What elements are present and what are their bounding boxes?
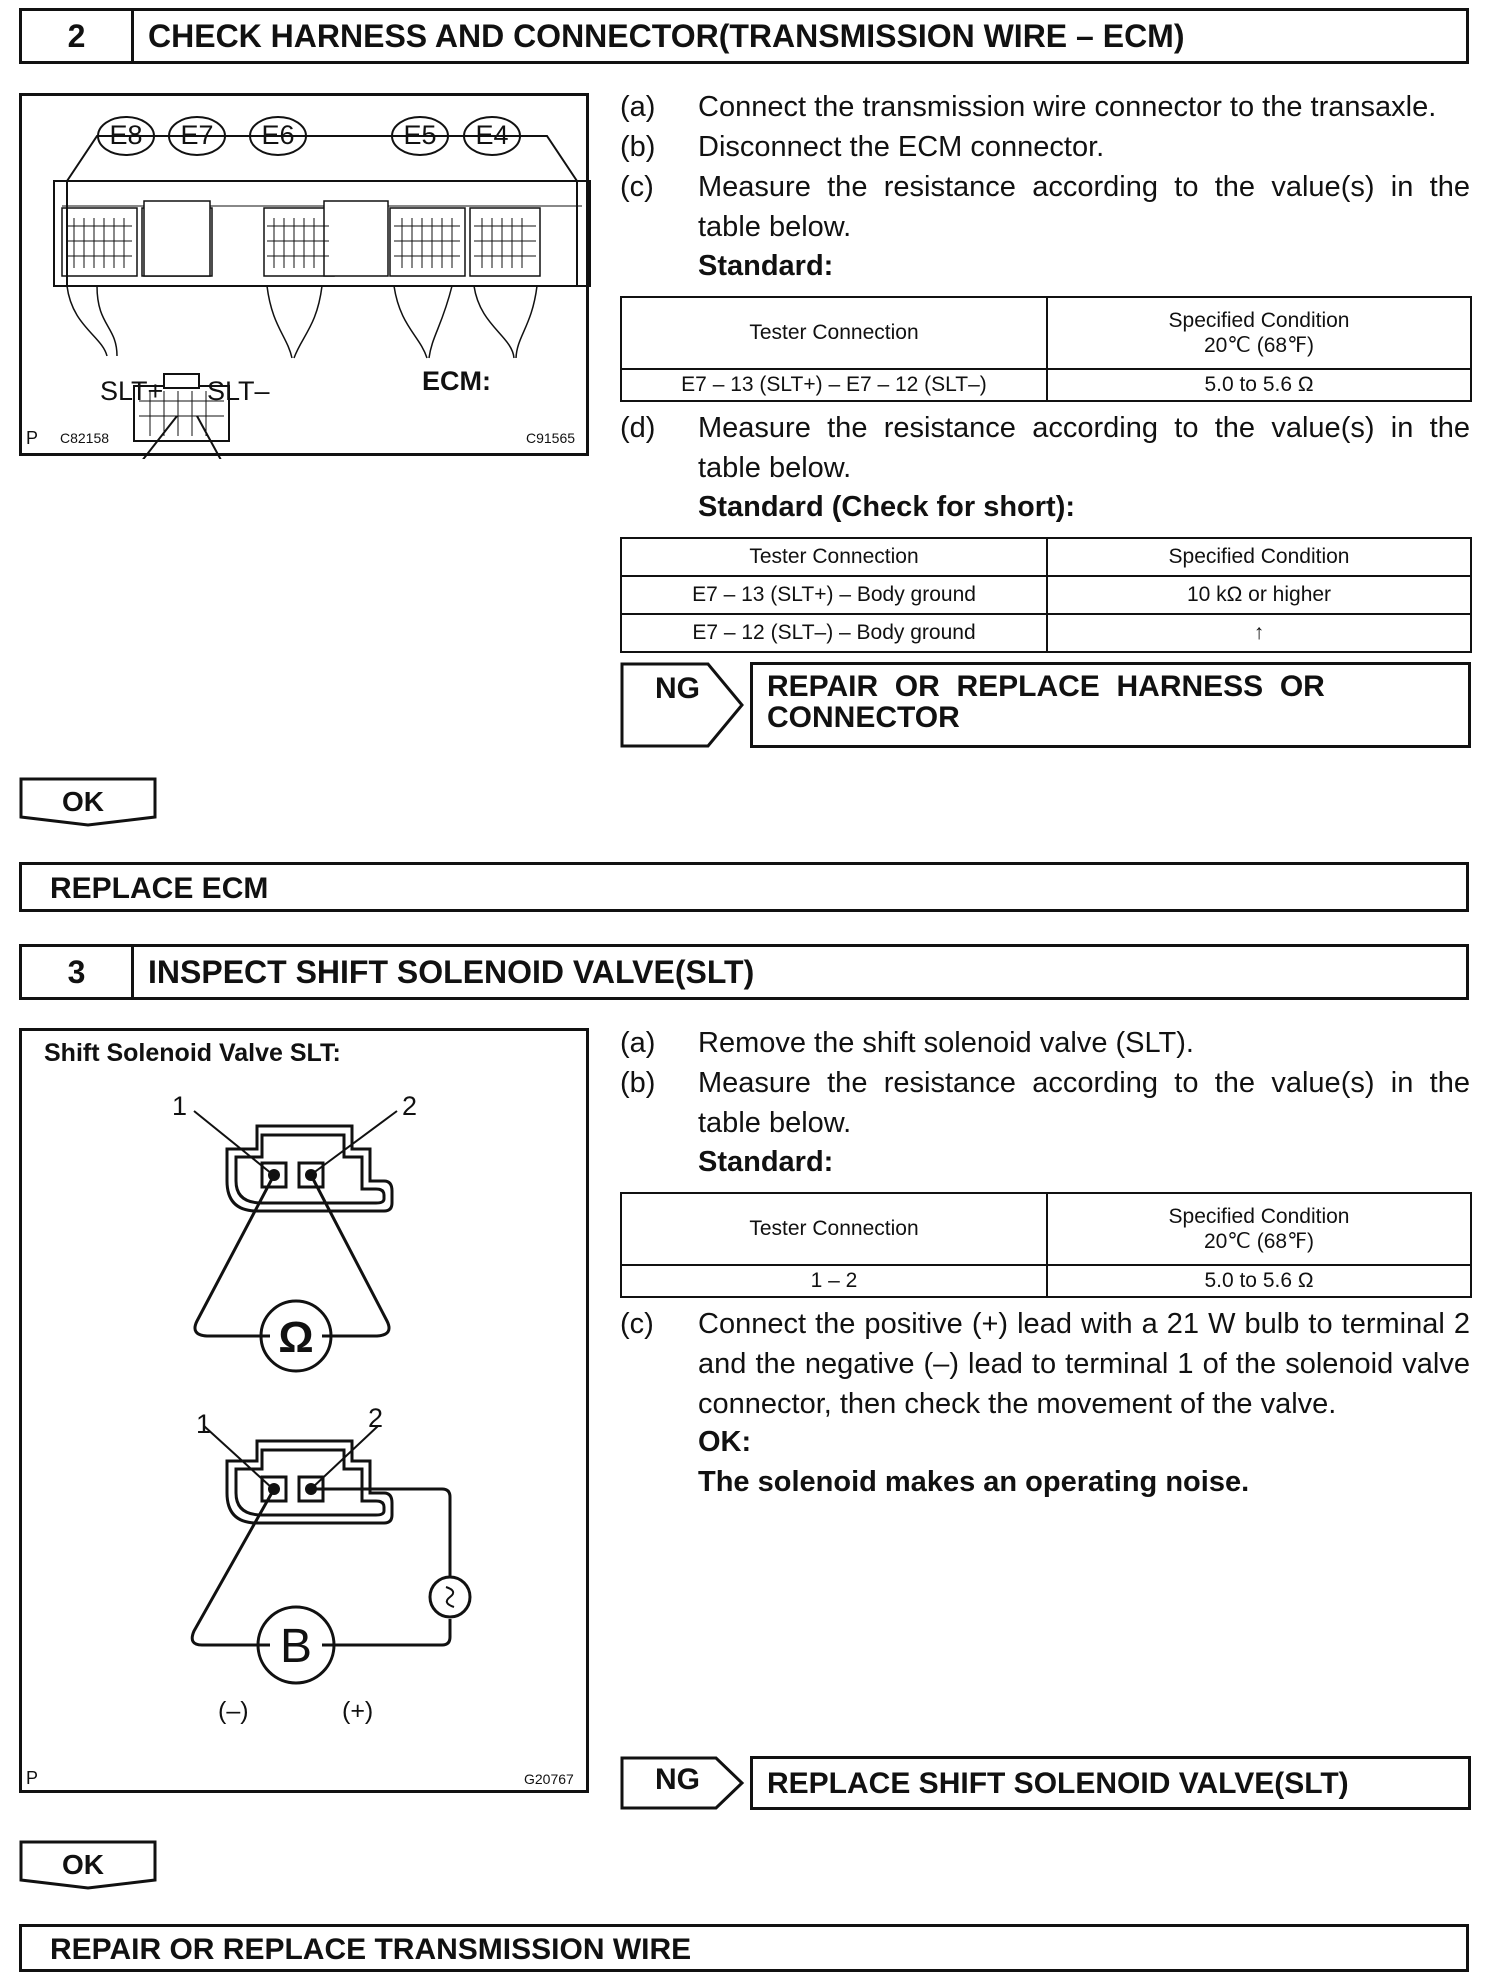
ok-condition-text: The solenoid makes an operating noise. <box>698 1466 1250 1498</box>
terminal-label-1: 1 <box>196 1409 212 1439</box>
standard-label: Standard: <box>698 1146 834 1178</box>
table-cell: 5.0 to 5.6 Ω <box>1047 369 1471 401</box>
step-label: (a) <box>620 1027 656 1059</box>
step3-title: INSPECT SHIFT SOLENOID VALVE(SLT) <box>148 954 755 990</box>
step-label: (a) <box>620 91 656 123</box>
pin-label-slt-minus: SLT– <box>207 376 270 406</box>
step-text: Connect the positive (+) lead with a 21 W bulb to terminal 2 and the negative (–) lead to terminal 1 of the solenoid valve connector, then check the movement of the valve. <box>698 1308 1470 1420</box>
spec-table-solenoid <box>620 1192 1472 1298</box>
step3-item-a <box>620 1023 1470 1063</box>
ohmmeter-icon: Ω <box>278 1313 314 1362</box>
figure-code-right: C91565 <box>526 430 576 446</box>
result-box-step2 <box>19 862 1469 912</box>
result-text-step2: REPLACE ECM <box>50 872 269 905</box>
ng-action-box-step2 <box>750 662 1471 748</box>
table-cell: E7 – 13 (SLT+) – E7 – 12 (SLT–) <box>621 369 1047 401</box>
result-text-step3: REPAIR OR REPLACE TRANSMISSION WIRE <box>50 1933 692 1966</box>
table-header-condition-line1: Specified Condition <box>1168 308 1350 332</box>
step3-number: 3 <box>22 947 134 997</box>
standard-label: Standard: <box>698 250 834 282</box>
table-header-condition <box>1047 1193 1471 1265</box>
negative-label: (–) <box>218 1697 249 1725</box>
step-text: Disconnect the ECM connector. <box>698 131 1105 163</box>
ng-action-line2: CONNECTOR <box>767 701 960 734</box>
step-label: (b) <box>620 131 656 163</box>
step2-title: CHECK HARNESS AND CONNECTOR(TRANSMISSION WIRE – ECM) <box>148 18 1185 54</box>
connector-label-e8: E8 <box>109 120 143 150</box>
terminal-label-2: 2 <box>402 1091 418 1121</box>
positive-label: (+) <box>342 1697 374 1725</box>
ng-action-line1: REPAIR OR REPLACE HARNESS OR <box>767 670 1325 703</box>
ecm-connector-figure <box>19 93 589 456</box>
table-cell: E7 – 12 (SLT–) – Body ground <box>621 614 1047 652</box>
terminal-label-2: 2 <box>368 1403 384 1433</box>
connector-label-e5: E5 <box>403 120 437 150</box>
ecm-label: ECM: <box>422 366 491 396</box>
ok-heading: OK: <box>698 1426 752 1458</box>
connector-label-e7: E7 <box>180 120 214 150</box>
step3-item-b <box>620 1063 1470 1143</box>
step2-number: 2 <box>22 11 134 61</box>
step-label: (b) <box>620 1067 656 1099</box>
solenoid-drawing <box>22 1031 592 1796</box>
figure-caption: Shift Solenoid Valve SLT: <box>44 1039 341 1067</box>
connector-label-e6: E6 <box>261 120 295 150</box>
spec-table-short <box>620 537 1472 653</box>
step-text: Connect the transmission wire connector to the transaxle. <box>698 91 1437 123</box>
figure-corner-p: P <box>26 1768 39 1788</box>
step2-item-b <box>620 127 1470 167</box>
step-text: Measure the resistance according to the value(s) in the table below. <box>698 1067 1470 1139</box>
step-label: (d) <box>620 412 656 444</box>
connector-label-e4: E4 <box>475 120 509 150</box>
table-cell: 5.0 to 5.6 Ω <box>1047 1265 1471 1297</box>
step-label: (c) <box>620 1308 654 1340</box>
step2-item-a <box>620 87 1470 127</box>
ng-action-text: REPLACE SHIFT SOLENOID VALVE(SLT) <box>767 1767 1349 1800</box>
ng-label-step2: NG <box>655 672 700 705</box>
table-cell: E7 – 13 (SLT+) – Body ground <box>621 576 1047 614</box>
table-header-condition-line2: 20℃ (68℉) <box>1203 1229 1315 1253</box>
table-header-tester: Tester Connection <box>621 538 1047 576</box>
standard-short-label: Standard (Check for short): <box>698 491 1076 523</box>
step2-header <box>19 8 1469 64</box>
result-box-step3 <box>19 1924 1469 1972</box>
figure-corner-p: P <box>26 428 39 448</box>
step2-item-d <box>620 408 1470 488</box>
step-label: (c) <box>620 171 654 203</box>
pin-label-slt-plus: SLT+ <box>100 376 164 406</box>
table-cell: 10 kΩ or higher <box>1047 576 1471 614</box>
solenoid-figure <box>19 1028 589 1793</box>
table-header-tester: Tester Connection <box>621 297 1047 369</box>
step-text: Measure the resistance according to the value(s) in the table below. <box>698 412 1470 484</box>
table-cell: 1 – 2 <box>621 1265 1047 1297</box>
step2-item-c <box>620 167 1470 247</box>
ng-action-box-step3 <box>750 1756 1471 1810</box>
battery-icon: B <box>279 1620 312 1673</box>
figure-code-left: C82158 <box>60 430 110 446</box>
table-header-condition-line1: Specified Condition <box>1168 1204 1350 1228</box>
ok-label-step3: OK <box>62 1849 104 1880</box>
table-header-condition <box>1047 297 1471 369</box>
ng-label-step3: NG <box>655 1763 700 1796</box>
spec-table-resistance <box>620 296 1472 402</box>
figure-code-right: G20767 <box>524 1771 574 1787</box>
table-header-condition-line2: 20℃ (68℉) <box>1203 333 1315 357</box>
table-header-condition: Specified Condition <box>1047 538 1471 576</box>
table-cell: ↑ <box>1047 614 1471 652</box>
table-header-tester: Tester Connection <box>621 1193 1047 1265</box>
ok-label-step2: OK <box>62 786 104 817</box>
terminal-label-1: 1 <box>172 1091 188 1121</box>
step-text: Measure the resistance according to the value(s) in the table below. <box>698 171 1470 243</box>
step3-header <box>19 944 1469 1000</box>
step-text: Remove the shift solenoid valve (SLT). <box>698 1027 1194 1059</box>
